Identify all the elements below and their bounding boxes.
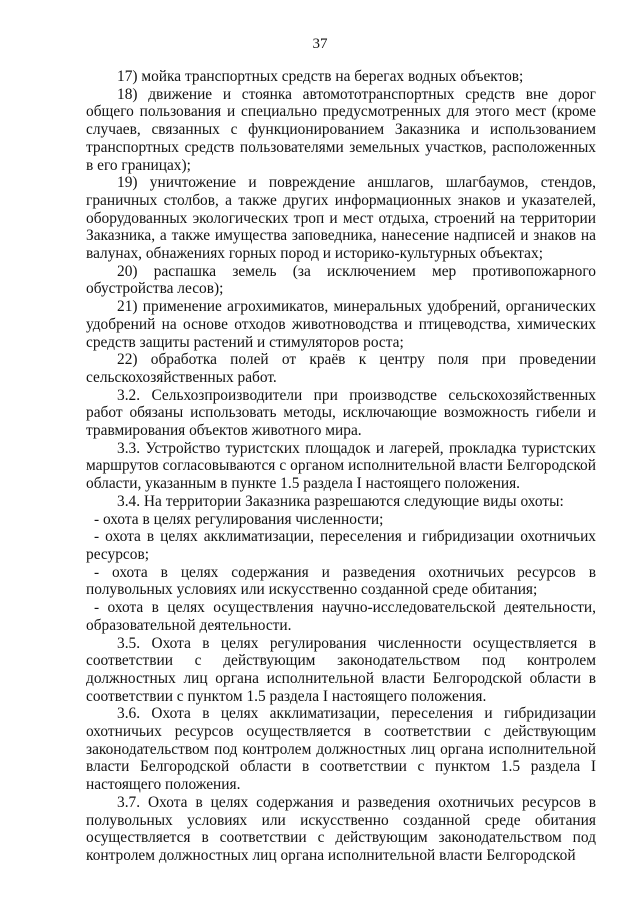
paragraph-section-3-2: 3.2. Сельхозпроизводители при производстве сельскохозяйственных работ обязаны использовать методы, исключающие возможность гибели и травмирования объектов животного мира. bbox=[86, 386, 596, 440]
hunting-type-breeding: - охота в целях содержания и разведения охотничьих ресурсов в полувольных условиях или искусственно созданной среде обитания; bbox=[86, 563, 596, 599]
paragraph-item-19: 19) уничтожение и повреждение аншлагов, шлагбаумов, стендов, граничных столбов, а также других информационных знаков и указателей, оборудованных экологических троп и мест отдыха, строений на территории Заказника, а также имущества заповедника, нанесение надписей и знаков на валунах, обнажениях горных пород и историко-культурных объектах; bbox=[86, 174, 596, 263]
hunting-type-acclimatization: - охота в целях акклиматизации, переселения и гибридизации охотничьих ресурсов; bbox=[86, 528, 596, 563]
hunting-type-regulation: - охота в целях регулирования численности; bbox=[94, 510, 384, 528]
page-number: 37 bbox=[312, 36, 328, 52]
paragraph-section-3-5: 3.5. Охота в целях регулирования численности осуществляется в соответствии с действующим законодательством под контролем должностных лиц органа исполнительной власти Белгородской области в соответствии с пунктом 1.5 раздела I настоящего положения. bbox=[86, 634, 596, 705]
document-body bbox=[86, 68, 596, 865]
paragraph-item-21: 21) применение агрохимикатов, минеральных удобрений, органических удобрений на основе отходов животноводства и птицеводства, химических средств защиты растений и стимуляторов роста; bbox=[86, 298, 596, 351]
paragraph-item-20: 20) распашка земель (за исключением мер противопожарного обустройства лесов); bbox=[86, 262, 596, 298]
paragraph-section-3-6: 3.6. Охота в целях акклиматизации, переселения и гибридизации охотничьих ресурсов осуществляется в соответствии с действующим законодательством под контролем должностных лиц органа исполнительной власти Белгородской области в соответствии с пунктом 1.5 раздела I настоящего положения. bbox=[86, 705, 596, 794]
paragraph-item-17: 17) мойка транспортных средств на берегах водных объектов; bbox=[117, 68, 524, 85]
paragraph-section-3-4: 3.4. На территории Заказника разрешаются следующие виды охоты: bbox=[117, 492, 564, 510]
hunting-type-research: - охота в целях осуществления научно-исследовательской деятельности, образовательной деятельности. bbox=[86, 599, 596, 634]
paragraph-item-18: 18) движение и стоянка автомототранспортных средств вне дорог общего пользования и специально предусмотренных для этого мест (кроме случаев, связанных с функционированием Заказника и использованием транспортных средств пользователями земельных участков, расположенных в его границах); bbox=[86, 85, 596, 174]
paragraph-section-3-3: 3.3. Устройство туристских площадок и лагерей, прокладка туристских маршрутов согласовываются с органом исполнительной власти Белгородской области, указанным в пункте 1.5 раздела I настоящего положения. bbox=[86, 439, 596, 493]
paragraph-item-22: 22) обработка полей от краёв к центру поля при проведении сельскохозяйственных работ. bbox=[86, 351, 596, 386]
paragraph-section-3-7: 3.7. Охота в целях содержания и разведения охотничьих ресурсов в полувольных условиях или искусственно созданной среде обитания осуществляется в соответствии с действующим законодательством под контролем должностных лиц органа исполнительной власти Белгородской bbox=[86, 793, 596, 864]
